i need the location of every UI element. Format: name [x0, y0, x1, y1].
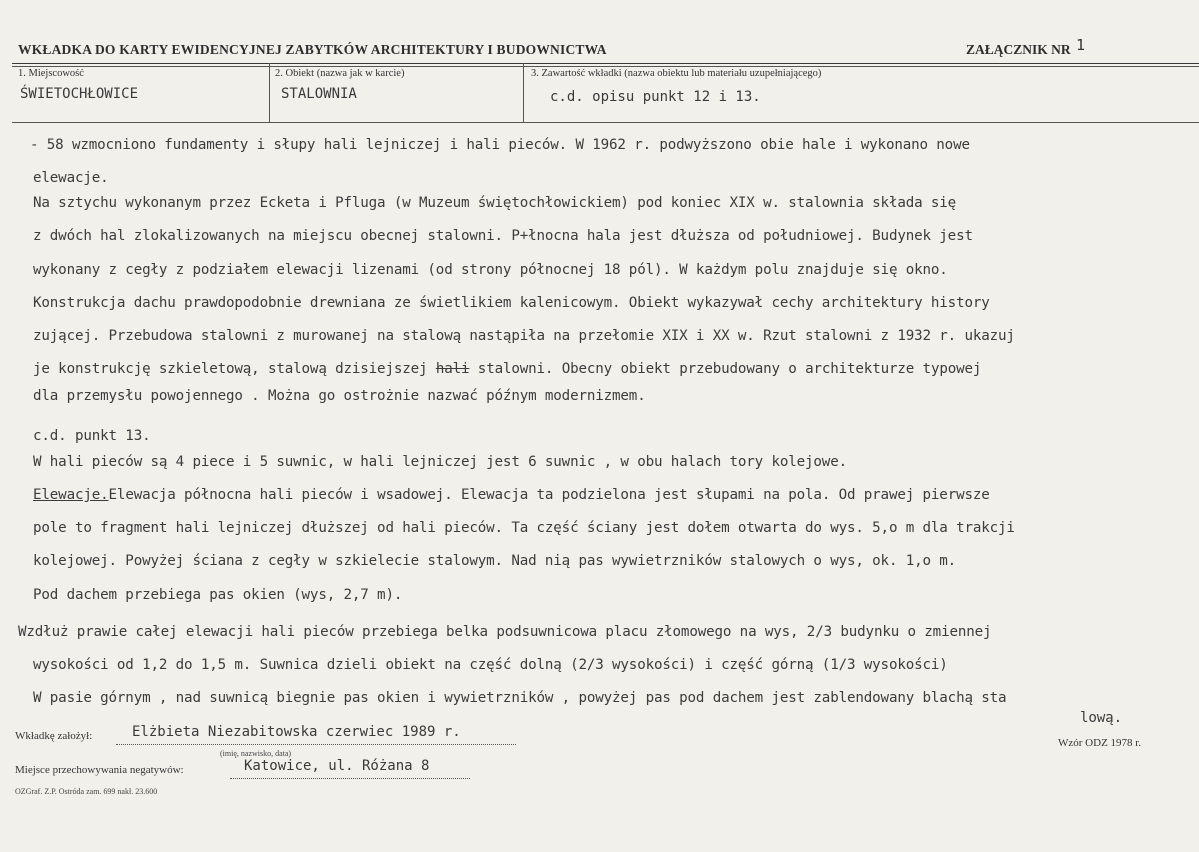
- print-info: OZGraf. Z.P. Ostróda zam. 699 nakł. 23.600: [15, 787, 158, 796]
- established-value: Elżbieta Niezabitowska czerwiec 1989 r.: [132, 724, 461, 740]
- body-line-3: Na sztychu wykonanym przez Ecketa i Pfluga (w Muzeum świętochłowickiem) pod koniec XIX w. stalownia składa się: [33, 195, 957, 211]
- content-value: c.d. opisu punkt 12 i 13.: [550, 89, 761, 105]
- body-line-14: Pod dachem przebiega pas okien (wys, 2,7 m).: [33, 587, 403, 603]
- established-label: Wkładkę założył:: [15, 730, 93, 742]
- fields-bottom-rule: [12, 122, 1199, 123]
- established-dotline: [116, 744, 516, 745]
- body-line-18: lową.: [1080, 710, 1122, 726]
- field-divider-1: [269, 63, 270, 122]
- name-hint: (imię, nazwisko, data): [220, 749, 292, 758]
- content-label: 3. Zawartość wkładki (nazwa obiektu lub materiału uzupełniającego): [531, 68, 822, 79]
- body-line-13: kolejowej. Powyżej ściana z cegły w szkielecie stalowym. Nad nią pas wywietrzników stalowych o wys, ok. 1,o m.: [33, 553, 957, 569]
- header-rule: [12, 63, 1199, 64]
- negatives-dotline: [230, 778, 470, 779]
- locality-value: ŚWIETOCHŁOWICE: [20, 86, 139, 102]
- body-line-11-rest: Elewacja północna hali pieców i wsadowej. Elewacja ta podzielona jest słupami na pola. Od prawej pierwsze: [108, 487, 990, 503]
- body-line-8: [33, 361, 981, 377]
- body-line-8-start: je konstrukcję szkieletową, stalową dzisiejszej: [33, 361, 428, 377]
- body-line-12: pole to fragment hali lejniczej dłuższej od hali pieców. Ta część ściany jest dołem otwarta do wys. 5,o m dla trakcji: [33, 520, 1015, 536]
- attachment-label: ZAŁĄCZNIK NR: [966, 42, 1071, 57]
- field-divider-2: [523, 63, 524, 122]
- header-rule-inner: [12, 66, 1199, 67]
- body-line-6: Konstrukcja dachu prawdopodobnie drewniana ze świetlikiem kalenicowym. Obiekt wykazywał cechy architektury history: [33, 295, 990, 311]
- body-line-5: wykonany z cegły z podziałem elewacji lizenami (od strony północnej 18 pól). W każdym polu znajduje się okno.: [33, 262, 948, 278]
- body-line-10: W hali pieców są 4 piece i 5 suwnic, w hali lejniczej jest 6 suwnic , w obu halach tory kolejowe.: [33, 454, 847, 470]
- attachment-number: 1: [1076, 36, 1086, 54]
- body-line-15: Wzdłuż prawie całej elewacji hali pieców przebiega belka podsuwnicowa placu złomowego na wys, 2/3 budynku o zmiennej: [18, 624, 992, 640]
- body-line-4: z dwóch hal zlokalizowanych na miejscu obecnej stalowni. P+łnocna hala jest dłuższa od południowej. Budynek jest: [33, 228, 973, 244]
- body-line-7: zującej. Przebudowa stalowni z murowanej na stalową nastąpiła na przełomie XIX i XX w. Rzut stalowni z 1932 r. ukazuj: [33, 328, 1015, 344]
- body-line-9: dla przemysłu powojennego . Można go ostrożnie nazwać późnym modernizmem.: [33, 388, 646, 404]
- negatives-label: Miejsce przechowywania negatywów:: [15, 764, 184, 776]
- body-line-1: - 58 wzmocniono fundamenty i słupy hali lejniczej i hali pieców. W 1962 r. podwyższono obie hale i wykonano nowe: [30, 137, 970, 153]
- locality-label: 1. Miejscowość: [18, 68, 84, 79]
- section-heading: c.d. punkt 13.: [33, 428, 151, 444]
- body-line-8-end: stalowni. Obecny obiekt przebudowany o architekturze typowej: [477, 361, 982, 377]
- form-title: WKŁADKA DO KARTY EWIDENCYJNEJ ZABYTKÓW ARCHITEKTURY I BUDOWNICTWA: [18, 42, 607, 57]
- struck-word: hali: [435, 361, 470, 377]
- object-value: STALOWNIA: [281, 86, 357, 102]
- body-line-16: wysokości od 1,2 do 1,5 m. Suwnica dzieli obiekt na część dolną (2/3 wysokości) i część górną (1/3 wysokości): [33, 657, 948, 673]
- object-label: 2. Obiekt (nazwa jak w karcie): [275, 68, 405, 79]
- body-line-17: W pasie górnym , nad suwnicą biegnie pas okien i wywietrzników , powyżej pas pod dachem jest zablendowany blachą sta: [33, 690, 1007, 706]
- form-id: Wzór ODZ 1978 r.: [1058, 737, 1142, 749]
- elevations-heading: Elewacje.: [33, 487, 109, 503]
- body-line-11: [33, 487, 990, 503]
- body-line-2: elewacje.: [33, 170, 109, 186]
- negatives-value: Katowice, ul. Różana 8: [244, 758, 430, 774]
